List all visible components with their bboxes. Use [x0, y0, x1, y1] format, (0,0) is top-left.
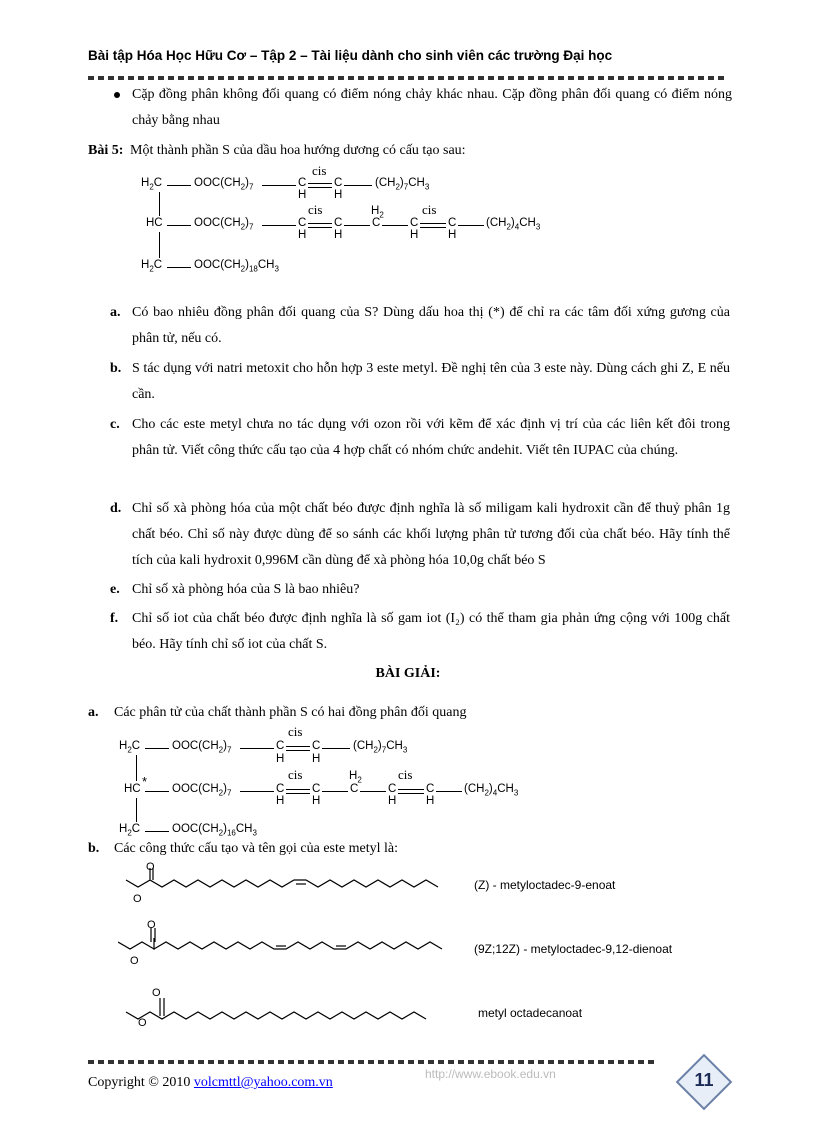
- footer-copyright: Copyright © 2010 volcmttl@yahoo.com.vn: [88, 1075, 333, 1090]
- page-header: Bài tập Hóa Học Hữu Cơ – Tập 2 – Tài liệu dành cho sinh viên các trường Đại học: [88, 48, 613, 63]
- bullet-text: Cặp đồng phân không đối quang có điểm nóng chảy khác nhau. Cặp đồng phân đối quang có điểm nóng chảy bằng nhau: [132, 87, 732, 128]
- footer-divider: [88, 1060, 658, 1064]
- question-a: a. Có bao nhiêu đồng phân đối quang của S? Dùng dấu hoa thị (*) để chỉ ra các tâm đối xứng gương của phân tử, nếu có.: [110, 305, 730, 346]
- question-f: f. Chỉ số iot của chất béo được định nghĩa là số gam iot (I₂) có thể tham gia phản ứng cộng với 100g chất béo. Hãy tính chỉ số iot của chất S.: [110, 611, 730, 652]
- problem-intro: Một thành phần S của dầu hoa hướng dương có cấu tạo sau:: [130, 143, 466, 158]
- ester-2-structure: [118, 918, 468, 970]
- question-d: d. Chỉ số xà phòng hóa của một chất béo được định nghĩa là số miligam kali hydroxit cần để thuỷ phân 1g chất béo. Chỉ số này được dùng để so sánh các khối lượng phân tử tương đối của chất béo. Hãy tính thể tích của kali hydroxit 0,996M cần dùng để xà phòng hóa 10,0g chất béo S: [110, 501, 730, 568]
- footer-email-link[interactable]: volcmttl@yahoo.com.vn: [193, 1075, 333, 1090]
- chiral-star: *: [142, 774, 148, 789]
- question-b: b. S tác dụng với natri metoxit cho hỗn hợp 3 este metyl. Đề nghị tên của 3 este này. Dùng cách ghi Z, E nếu cần.: [110, 361, 730, 402]
- solution-title: BÀI GIẢI:: [375, 666, 441, 681]
- problem-label: Bài 5:: [88, 143, 124, 158]
- svg-text:O: O: [152, 987, 161, 999]
- svg-text:O: O: [138, 1017, 147, 1029]
- svg-text:O: O: [147, 919, 156, 931]
- ester-1-structure: [118, 860, 468, 912]
- solution-a-letter: a.: [88, 705, 99, 720]
- solution-b-letter: b.: [88, 841, 100, 856]
- question-e: e. Chỉ số xà phòng hóa của S là bao nhiêu?: [110, 582, 360, 597]
- ester-3-name: metyl octadecanoat: [478, 1006, 583, 1020]
- solution-a-text: Các phân tử của chất thành phần S có hai đồng phân đối quang: [114, 705, 467, 720]
- page-number: 11: [694, 1070, 714, 1090]
- svg-text:O: O: [130, 955, 139, 967]
- ester-1-name: (Z) - metyloctadec-9-enoat: [474, 878, 616, 892]
- question-c: c. Cho các este metyl chưa no tác dụng với ozon rồi với kẽm để xác định vị trí của các liên kết đôi trong phân tử. Viết công thức cấu tạo của 4 hợp chất có nhóm chức andehit. Viết tên IUPAC của chúng.: [110, 417, 730, 458]
- header-divider: [88, 76, 728, 80]
- bullet-icon: [114, 92, 120, 98]
- solution-b-text: Các công thức cấu tạo và tên gọi của este metyl là:: [114, 841, 398, 856]
- footer-url[interactable]: http://www.ebook.edu.vn: [425, 1067, 556, 1081]
- svg-text:O: O: [146, 861, 155, 873]
- ester-3-structure: [118, 982, 468, 1032]
- ester-2-name: (9Z;12Z) - metyloctadec-9,12-dienoat: [474, 942, 673, 956]
- svg-text:O: O: [133, 893, 142, 905]
